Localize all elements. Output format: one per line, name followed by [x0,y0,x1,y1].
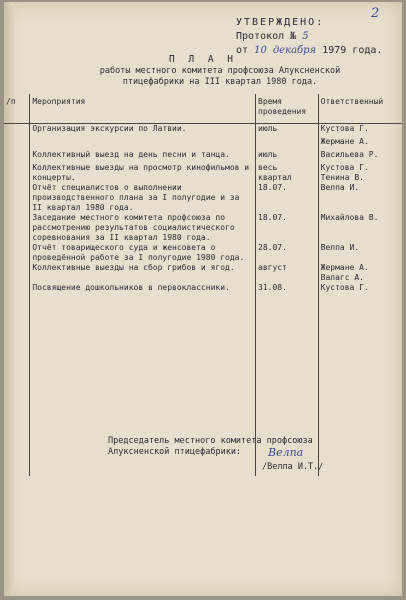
table-row [4,124,402,138]
responsible-cell: Велпа И. [318,183,402,213]
handwritten-signature: Велпа [268,446,304,459]
time-cell: 18.07. [256,183,319,213]
time-cell: август [256,263,319,283]
plan-title: П Л А Н [168,54,238,65]
approval-date: от 10 декабря 1979 года. [236,45,383,56]
signatory-name: /Велпа И.Т./ [262,462,324,472]
time-cell: июль [256,124,319,138]
plan-subtitle: работы местного комитета профсоюза Алуксненской птицефабрики на III квартал 1980 года. [99,66,341,87]
signature-line1: Председатель местного комитета профсоюза [108,436,313,446]
table-row [4,137,402,150]
activity-cell: Коллективные выезды на сбор грибов и ягод. [30,263,256,283]
responsible-cell: Жермане А. [318,137,402,150]
table-row [4,213,402,243]
time-cell: 18.07. [256,213,319,243]
table-row [4,150,402,163]
table-row [4,183,402,213]
plan-table [4,94,402,476]
signature-line2: Алуксненской птицефабрики: [108,447,242,457]
time-cell: июль [256,150,319,163]
responsible-cell: Велпа И. [318,243,402,263]
protocol-number: 5 [302,31,309,42]
table-row [4,163,402,183]
activity-cell: Посвящение дошкольников в первоклассники. [30,283,256,296]
activity-cell [30,137,256,150]
approval-protocol: Протокол № 5 [236,31,309,42]
time-cell [256,137,319,150]
time-cell: весь квартал [256,163,319,183]
responsible-cell: Жермане А. Валагс А. [318,263,402,283]
responsible-cell: Кустова Г. [318,283,402,296]
responsible-cell: Кустова Г. [318,124,402,138]
activity-cell: Организация экскурсии по Латвии. [30,124,256,138]
time-cell: 28.07. [256,243,319,263]
approval-stamp [236,16,382,58]
activity-cell: Отчёт товарищеского суда и женсовета о проведённой работе за I полугодие 1980 года. [30,243,256,263]
responsible-cell: Кустова Г. Тенина В. [318,163,402,183]
activity-cell: Отчёт специалистов о выполнении производственного плана за I полугодие и за II квартал 1980 года. [30,183,256,213]
header-responsible: Ответственный [318,94,402,124]
table-row [4,263,402,283]
table-row [4,283,402,296]
folio-number: 2 [371,6,380,21]
header-time: Время проведения [256,94,319,124]
responsible-cell: Васильева Р. [318,150,402,163]
table-row [4,243,402,263]
activity-cell: Коллективный выезд на день песни и танца. [30,150,256,163]
activity-cell: Коллективные выезды на просмотр кинофильмов и концерты. [30,163,256,183]
responsible-cell: Михайлова В. [318,213,402,243]
approval-title: УТВЕРЖДЕНО: [236,17,325,28]
time-cell: 31.08. [256,283,319,296]
activity-cell: Заседание местного комитета профсоюза по рассмотрению результатов социалистического соревнования за II квартал 1980 года. [30,213,256,243]
header-activity: Мероприятия [30,94,256,124]
header-number: /п [4,94,30,124]
